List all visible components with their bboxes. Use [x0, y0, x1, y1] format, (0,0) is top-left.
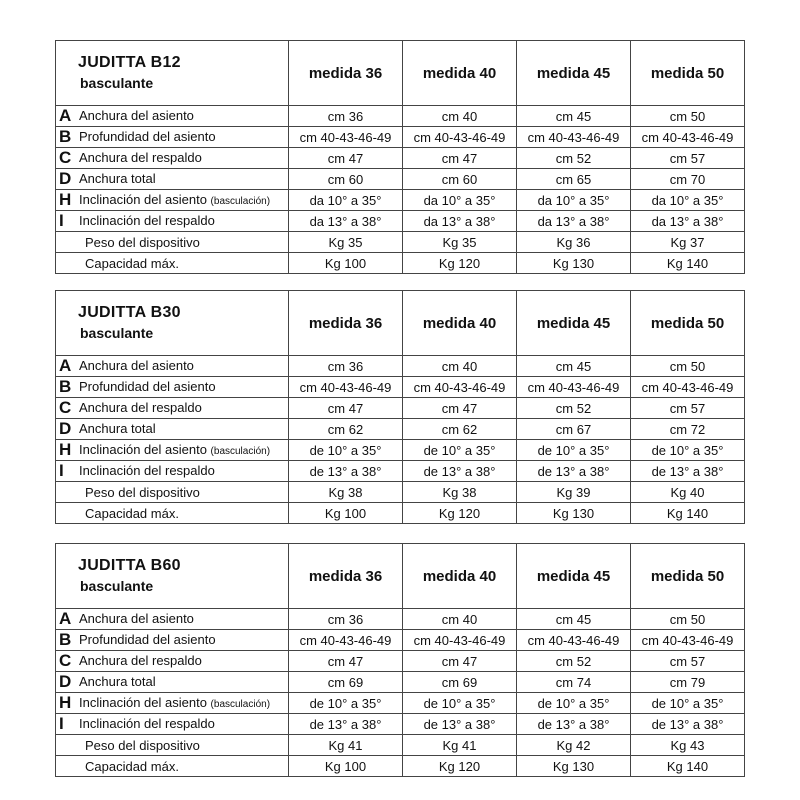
- row-label: Peso del dispositivo: [85, 737, 200, 753]
- value-cell: Kg 100: [289, 756, 403, 777]
- row-label-cell: [56, 398, 289, 419]
- value-cell: cm 40-43-46-49: [631, 127, 745, 148]
- size-column-header: medida 36: [289, 544, 403, 609]
- row-label: Anchura del asiento: [79, 108, 194, 123]
- table-row: [56, 169, 745, 190]
- row-label: Anchura del respaldo: [79, 400, 202, 415]
- value-cell: Kg 40: [631, 482, 745, 503]
- row-label-cell: [56, 693, 289, 714]
- value-cell: cm 47: [289, 398, 403, 419]
- table-row: [56, 735, 745, 756]
- row-letter: A: [59, 106, 72, 125]
- value-cell: cm 62: [289, 419, 403, 440]
- value-cell: Kg 37: [631, 232, 745, 253]
- row-label: Anchura total: [79, 171, 156, 186]
- value-cell: cm 45: [517, 609, 631, 630]
- value-cell: cm 52: [517, 651, 631, 672]
- table-row: [56, 756, 745, 777]
- row-letter: I: [59, 461, 64, 480]
- value-cell: cm 40: [403, 356, 517, 377]
- row-letter: C: [59, 148, 72, 167]
- row-label-cell: [56, 190, 289, 211]
- row-label: Capacidad máx.: [85, 255, 179, 271]
- row-label: Anchura total: [79, 421, 156, 436]
- value-cell: cm 57: [631, 148, 745, 169]
- row-note: (basculación): [210, 196, 271, 207]
- value-cell: de 13° a 38°: [517, 461, 631, 482]
- value-cell: Kg 130: [517, 253, 631, 274]
- value-cell: Kg 41: [289, 735, 403, 756]
- value-cell: cm 47: [403, 148, 517, 169]
- value-cell: cm 40-43-46-49: [403, 377, 517, 398]
- spec-table: [55, 290, 745, 524]
- table-row: [56, 419, 745, 440]
- table-row: [56, 630, 745, 651]
- row-label: Inclinación del respaldo: [79, 213, 215, 228]
- row-label-cell: [56, 127, 289, 148]
- value-cell: cm 60: [289, 169, 403, 190]
- value-cell: cm 57: [631, 651, 745, 672]
- row-letter: C: [59, 651, 72, 670]
- row-label-cell: [56, 461, 289, 482]
- value-cell: da 10° a 35°: [631, 190, 745, 211]
- row-label-cell: [56, 419, 289, 440]
- value-cell: Kg 38: [289, 482, 403, 503]
- value-cell: cm 65: [517, 169, 631, 190]
- value-cell: cm 40-43-46-49: [517, 377, 631, 398]
- table-row: [56, 211, 745, 232]
- row-label: Profundidad del asiento: [79, 632, 216, 647]
- value-cell: da 13° a 38°: [403, 211, 517, 232]
- value-cell: cm 47: [289, 651, 403, 672]
- value-cell: cm 40-43-46-49: [289, 630, 403, 651]
- row-note: (basculación): [210, 699, 271, 710]
- model-title-cell: [56, 291, 289, 356]
- row-letter: B: [59, 630, 72, 649]
- size-column-header: medida 40: [403, 291, 517, 356]
- value-cell: de 10° a 35°: [289, 440, 403, 461]
- value-cell: de 10° a 35°: [403, 440, 517, 461]
- row-label: Anchura del asiento: [79, 611, 194, 626]
- value-cell: cm 47: [403, 651, 517, 672]
- row-letter: A: [59, 609, 72, 628]
- spec-table: [55, 40, 745, 274]
- row-letter: I: [59, 211, 64, 230]
- value-cell: de 13° a 38°: [403, 461, 517, 482]
- value-cell: de 13° a 38°: [289, 714, 403, 735]
- model-name: JUDITTA B60: [78, 557, 181, 574]
- row-letter: I: [59, 714, 64, 733]
- row-label-cell: [56, 232, 289, 253]
- row-label-cell: [56, 440, 289, 461]
- value-cell: cm 40-43-46-49: [517, 127, 631, 148]
- row-label: Anchura del asiento: [79, 358, 194, 373]
- row-label-cell: [56, 714, 289, 735]
- value-cell: Kg 35: [403, 232, 517, 253]
- value-cell: de 13° a 38°: [631, 461, 745, 482]
- row-label: Inclinación del asiento: [79, 192, 207, 207]
- value-cell: cm 52: [517, 148, 631, 169]
- row-label: Inclinación del asiento: [79, 695, 207, 710]
- value-cell: de 13° a 38°: [403, 714, 517, 735]
- spec-table: [55, 543, 745, 777]
- size-column-header: medida 50: [631, 544, 745, 609]
- row-letter: H: [59, 190, 72, 209]
- value-cell: cm 40: [403, 106, 517, 127]
- value-cell: Kg 41: [403, 735, 517, 756]
- value-cell: Kg 100: [289, 503, 403, 524]
- row-label: Inclinación del respaldo: [79, 716, 215, 731]
- size-column-header: medida 50: [631, 41, 745, 106]
- value-cell: cm 40-43-46-49: [403, 630, 517, 651]
- value-cell: de 10° a 35°: [289, 693, 403, 714]
- row-label: Inclinación del asiento: [79, 442, 207, 457]
- value-cell: cm 50: [631, 356, 745, 377]
- row-label-cell: [56, 503, 289, 524]
- row-label: Inclinación del respaldo: [79, 463, 215, 478]
- row-label: Capacidad máx.: [85, 758, 179, 774]
- size-column-header: medida 36: [289, 291, 403, 356]
- value-cell: cm 36: [289, 356, 403, 377]
- table-row: [56, 714, 745, 735]
- table-row: [56, 232, 745, 253]
- value-cell: de 13° a 38°: [631, 714, 745, 735]
- value-cell: cm 45: [517, 356, 631, 377]
- row-label: Profundidad del asiento: [79, 129, 216, 144]
- value-cell: da 10° a 35°: [517, 190, 631, 211]
- row-label: Anchura total: [79, 674, 156, 689]
- model-title-cell: [56, 544, 289, 609]
- value-cell: de 10° a 35°: [631, 440, 745, 461]
- size-column-header: medida 45: [517, 544, 631, 609]
- value-cell: Kg 39: [517, 482, 631, 503]
- value-cell: Kg 36: [517, 232, 631, 253]
- value-cell: cm 40-43-46-49: [517, 630, 631, 651]
- value-cell: da 10° a 35°: [289, 190, 403, 211]
- value-cell: cm 50: [631, 106, 745, 127]
- table-row: [56, 398, 745, 419]
- row-letter: B: [59, 377, 72, 396]
- row-label-cell: [56, 356, 289, 377]
- value-cell: cm 36: [289, 609, 403, 630]
- row-letter: C: [59, 398, 72, 417]
- row-letter: D: [59, 419, 72, 438]
- value-cell: de 13° a 38°: [517, 714, 631, 735]
- row-letter: H: [59, 693, 72, 712]
- row-label: Anchura del respaldo: [79, 653, 202, 668]
- value-cell: de 10° a 35°: [631, 693, 745, 714]
- row-label: Peso del dispositivo: [85, 234, 200, 250]
- table-header-row: [56, 544, 745, 609]
- value-cell: cm 40-43-46-49: [289, 127, 403, 148]
- row-label-cell: [56, 672, 289, 693]
- row-letter: D: [59, 672, 72, 691]
- size-column-header: medida 40: [403, 544, 517, 609]
- value-cell: Kg 140: [631, 503, 745, 524]
- value-cell: cm 40-43-46-49: [403, 127, 517, 148]
- value-cell: Kg 140: [631, 253, 745, 274]
- row-label-cell: [56, 651, 289, 672]
- row-label-cell: [56, 169, 289, 190]
- row-label-cell: [56, 106, 289, 127]
- value-cell: Kg 35: [289, 232, 403, 253]
- value-cell: Kg 42: [517, 735, 631, 756]
- value-cell: cm 60: [403, 169, 517, 190]
- row-label-cell: [56, 377, 289, 398]
- model-subtitle: basculante: [80, 325, 154, 341]
- row-label: Capacidad máx.: [85, 505, 179, 521]
- value-cell: cm 62: [403, 419, 517, 440]
- value-cell: cm 69: [289, 672, 403, 693]
- value-cell: Kg 130: [517, 756, 631, 777]
- value-cell: cm 40: [403, 609, 517, 630]
- table-row: [56, 609, 745, 630]
- table-row: [56, 377, 745, 398]
- value-cell: da 13° a 38°: [631, 211, 745, 232]
- size-column-header: medida 40: [403, 41, 517, 106]
- row-label: Anchura del respaldo: [79, 150, 202, 165]
- value-cell: de 10° a 35°: [403, 693, 517, 714]
- value-cell: Kg 38: [403, 482, 517, 503]
- row-label-cell: [56, 630, 289, 651]
- value-cell: cm 79: [631, 672, 745, 693]
- value-cell: cm 40-43-46-49: [289, 377, 403, 398]
- row-label-cell: [56, 756, 289, 777]
- value-cell: da 10° a 35°: [403, 190, 517, 211]
- row-letter: B: [59, 127, 72, 146]
- row-label: Profundidad del asiento: [79, 379, 216, 394]
- table-row: [56, 482, 745, 503]
- table-header-row: [56, 291, 745, 356]
- model-name: JUDITTA B30: [78, 304, 181, 321]
- value-cell: cm 47: [289, 148, 403, 169]
- row-letter: H: [59, 440, 72, 459]
- table-row: [56, 503, 745, 524]
- value-cell: Kg 120: [403, 503, 517, 524]
- model-subtitle: basculante: [80, 75, 154, 91]
- row-letter: A: [59, 356, 72, 375]
- value-cell: Kg 120: [403, 756, 517, 777]
- value-cell: de 13° a 38°: [289, 461, 403, 482]
- row-note: (basculación): [210, 446, 271, 457]
- size-column-header: medida 45: [517, 41, 631, 106]
- table-row: [56, 127, 745, 148]
- row-label-cell: [56, 148, 289, 169]
- value-cell: da 13° a 38°: [289, 211, 403, 232]
- value-cell: cm 50: [631, 609, 745, 630]
- value-cell: cm 45: [517, 106, 631, 127]
- table-row: [56, 148, 745, 169]
- value-cell: Kg 43: [631, 735, 745, 756]
- value-cell: cm 69: [403, 672, 517, 693]
- model-name: JUDITTA B12: [78, 54, 181, 71]
- value-cell: cm 40-43-46-49: [631, 377, 745, 398]
- value-cell: de 10° a 35°: [517, 440, 631, 461]
- value-cell: cm 67: [517, 419, 631, 440]
- value-cell: cm 70: [631, 169, 745, 190]
- table-row: [56, 672, 745, 693]
- row-letter: D: [59, 169, 72, 188]
- value-cell: cm 36: [289, 106, 403, 127]
- value-cell: cm 57: [631, 398, 745, 419]
- table-row: [56, 106, 745, 127]
- size-column-header: medida 45: [517, 291, 631, 356]
- row-label: Peso del dispositivo: [85, 484, 200, 500]
- value-cell: cm 74: [517, 672, 631, 693]
- row-label-cell: [56, 211, 289, 232]
- value-cell: cm 52: [517, 398, 631, 419]
- table-row: [56, 190, 745, 211]
- table-row: [56, 440, 745, 461]
- row-label-cell: [56, 735, 289, 756]
- table-row: [56, 356, 745, 377]
- value-cell: cm 47: [403, 398, 517, 419]
- value-cell: Kg 120: [403, 253, 517, 274]
- row-label-cell: [56, 482, 289, 503]
- table-row: [56, 253, 745, 274]
- value-cell: cm 72: [631, 419, 745, 440]
- table-row: [56, 693, 745, 714]
- value-cell: da 13° a 38°: [517, 211, 631, 232]
- table-header-row: [56, 41, 745, 106]
- value-cell: cm 40-43-46-49: [631, 630, 745, 651]
- row-label-cell: [56, 609, 289, 630]
- value-cell: Kg 130: [517, 503, 631, 524]
- model-title-cell: [56, 41, 289, 106]
- model-subtitle: basculante: [80, 578, 154, 594]
- size-column-header: medida 50: [631, 291, 745, 356]
- value-cell: de 10° a 35°: [517, 693, 631, 714]
- value-cell: Kg 100: [289, 253, 403, 274]
- value-cell: Kg 140: [631, 756, 745, 777]
- size-column-header: medida 36: [289, 41, 403, 106]
- table-row: [56, 461, 745, 482]
- row-label-cell: [56, 253, 289, 274]
- table-row: [56, 651, 745, 672]
